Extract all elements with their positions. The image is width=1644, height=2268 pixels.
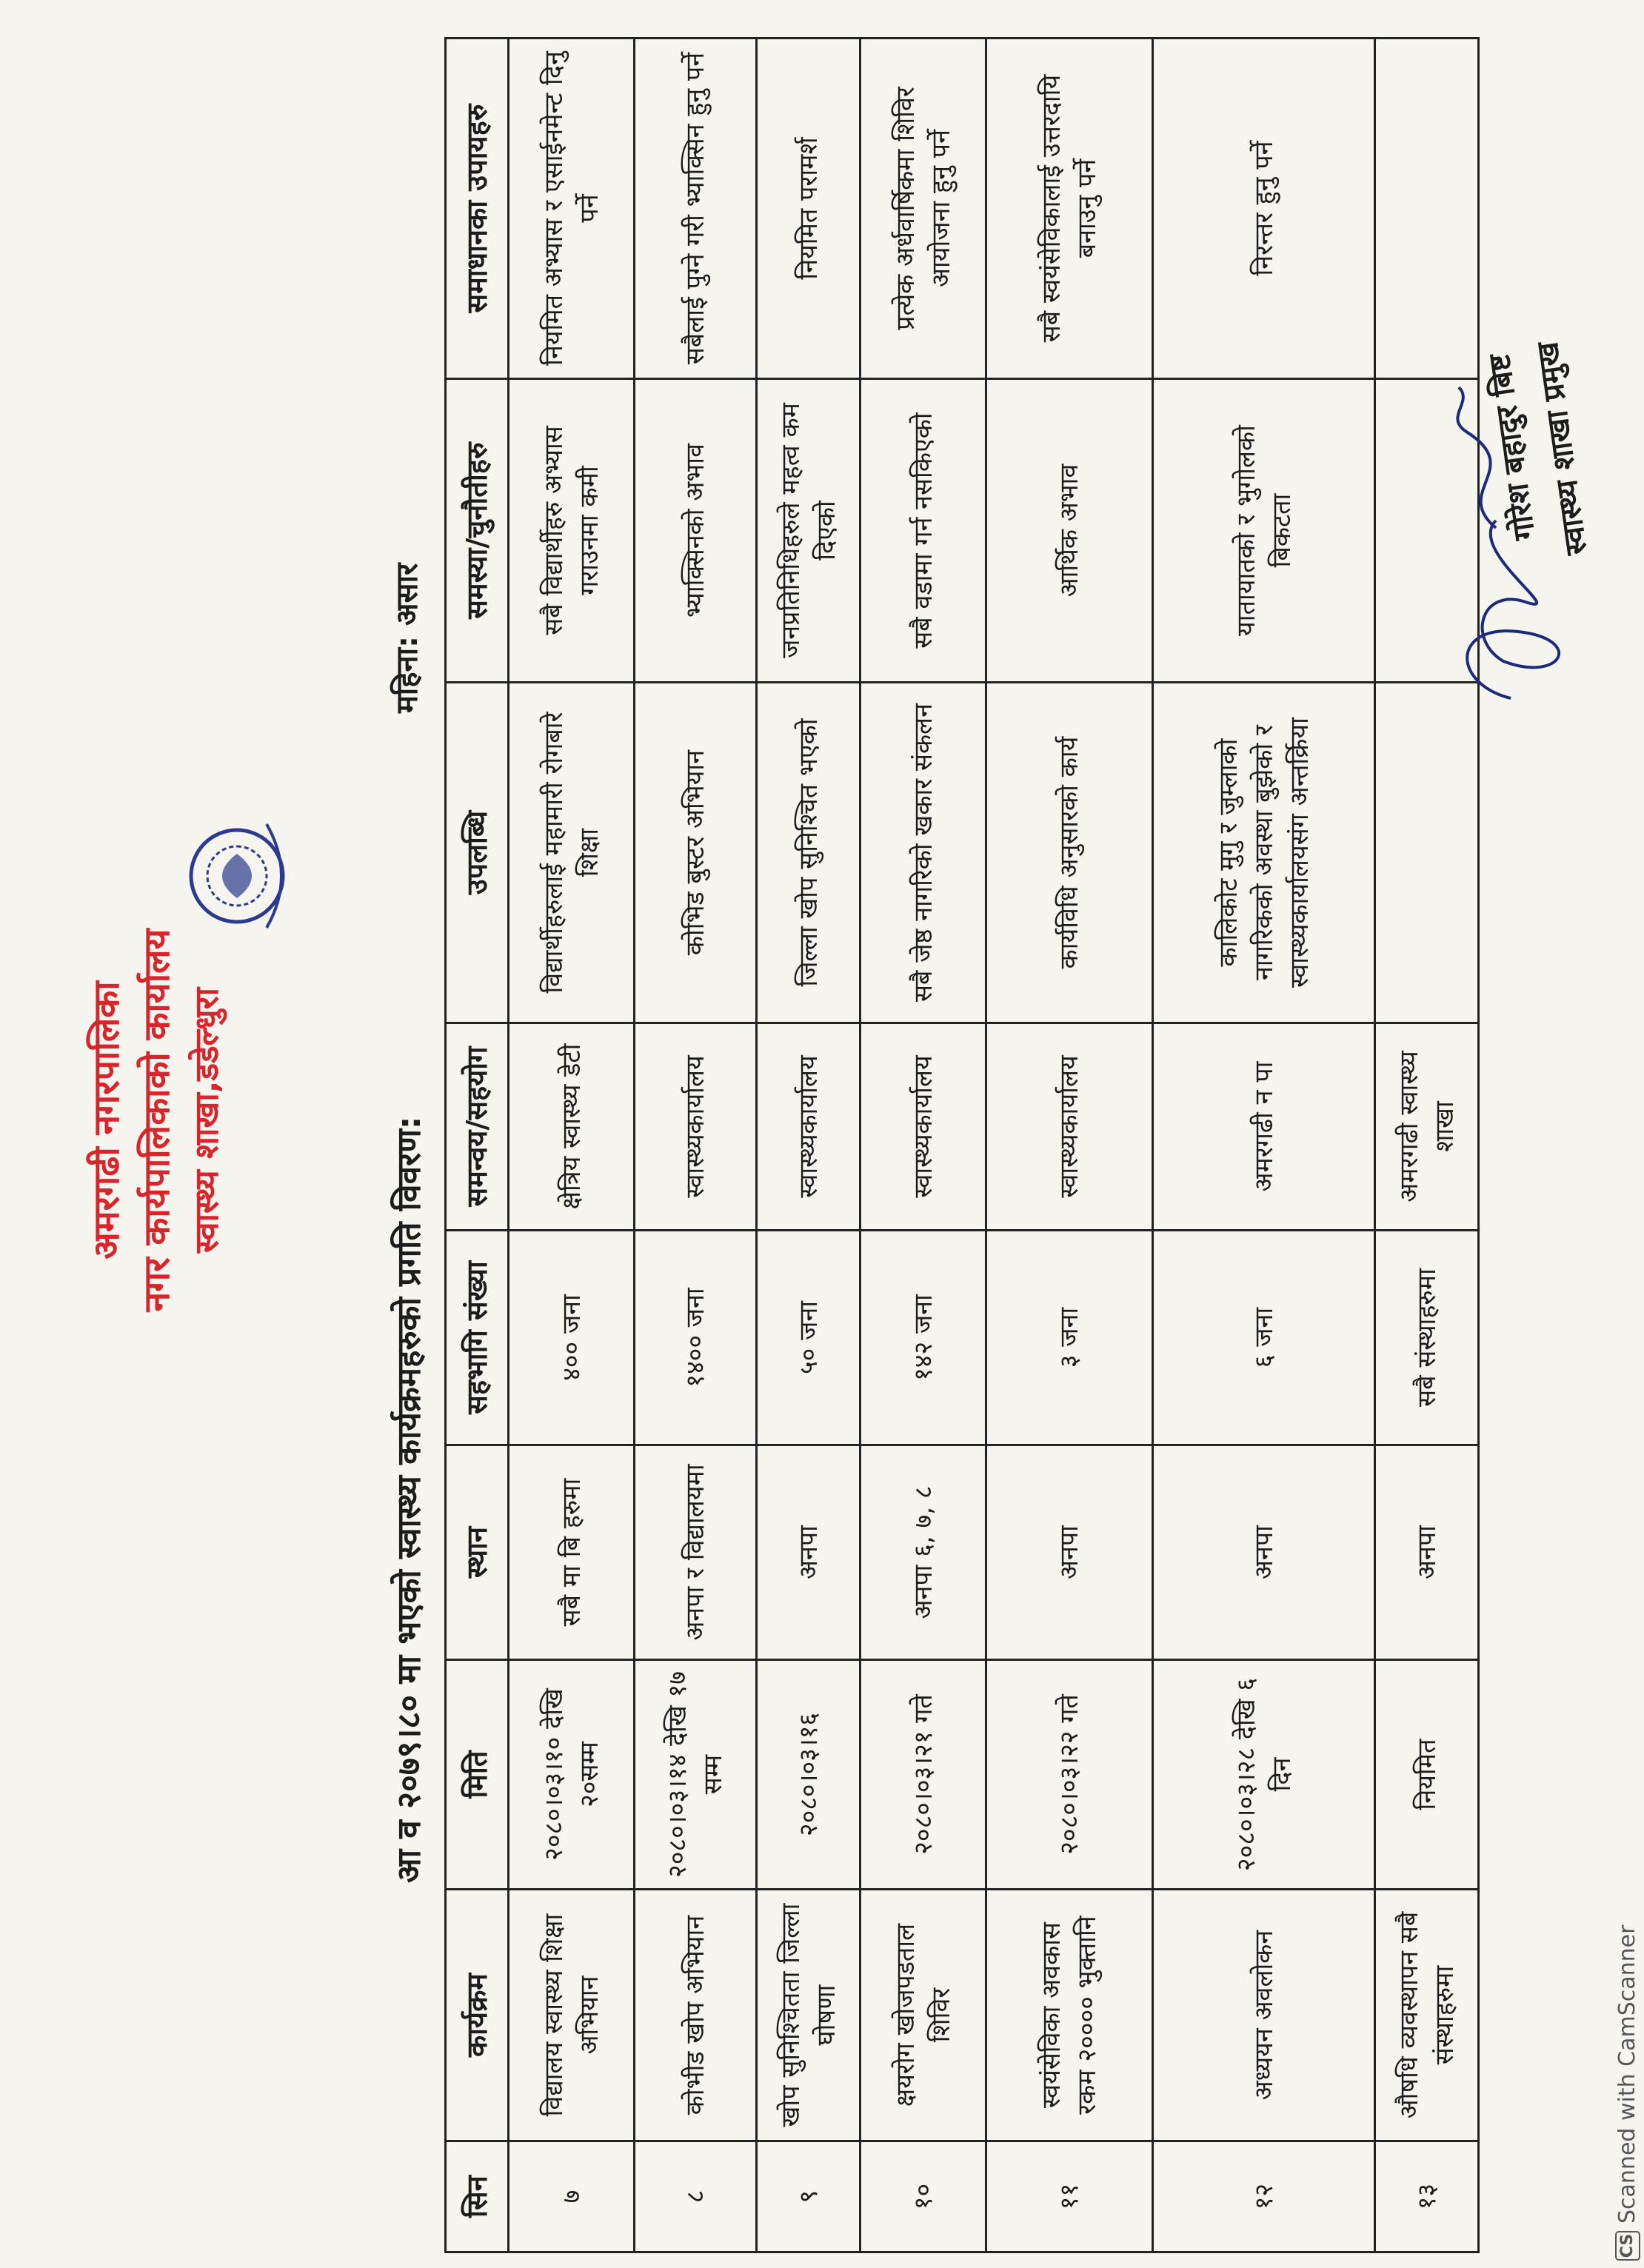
month-label: महिना: असार <box>390 563 424 713</box>
cell-program: विद्यालय स्वास्थ्य शिक्षा अभियान <box>509 1890 635 2141</box>
cell-place: अनपा ६, ७, ८ <box>861 1445 986 1660</box>
cell-place: अनपा <box>1375 1445 1479 1660</box>
table-row <box>986 39 1153 2252</box>
cell-serial: १३ <box>1375 2141 1479 2252</box>
col-header-problems: समस्या/चुनौतीहरु <box>446 379 509 683</box>
cell-serial: ८ <box>635 2141 757 2252</box>
table-row <box>1153 39 1375 2252</box>
cell-participants: १४२ जना <box>861 1231 986 1445</box>
cell-participants: ५० जना <box>757 1231 861 1445</box>
table-row <box>509 39 635 2252</box>
cell-date: २०८०।०३।१० देखि २०सम्म <box>509 1660 635 1890</box>
cell-date: नियमित <box>1375 1660 1479 1890</box>
cell-date: २०८०।०३।१४ देखि १७ सम्म <box>635 1660 757 1890</box>
cell-participants: ६ जना <box>1153 1231 1375 1445</box>
cell-serial: ९ <box>757 2141 861 2252</box>
cell-coordination: अमरगढी स्वास्थ्य शाखा <box>1375 1023 1479 1231</box>
col-header-participants: सहभागि संख्या <box>446 1231 509 1445</box>
cell-place: अनपा <box>1153 1445 1375 1660</box>
cell-participants: १४०० जना <box>635 1231 757 1445</box>
cell-serial: १० <box>861 2141 986 2252</box>
col-header-place: स्थान <box>446 1445 509 1660</box>
cell-coordination: स्वास्थ्यकार्यालय <box>861 1023 986 1231</box>
cell-date: २०८०।०३।१६ <box>757 1660 861 1890</box>
cell-coordination: अमरगढी न पा <box>1153 1023 1375 1231</box>
cell-participants: ४०० जना <box>509 1231 635 1445</box>
cell-program: अध्ययन अवलोकन <box>1153 1890 1375 2141</box>
table-row <box>635 39 757 2252</box>
cell-achievement <box>1375 683 1479 1023</box>
signatory-title: स्वास्थ्य शाखा प्रमुख <box>1530 339 1594 558</box>
table-header-row <box>446 39 509 2252</box>
cell-serial: १२ <box>1153 2141 1375 2252</box>
progress-table <box>444 37 1480 2253</box>
cell-problems: सबै विद्यार्थीहरु अभ्यास गराउनमा कमी <box>509 379 635 683</box>
cell-coordination: स्वास्थ्यकार्यालय <box>635 1023 757 1231</box>
cell-solutions: निरन्तर हुनु पर्ने <box>1153 39 1375 379</box>
cell-solutions: प्रत्येक अर्धवार्षिकमा शिविर आयोजना हुनु पर्ने <box>861 39 986 379</box>
cell-coordination: स्वास्थ्यकार्यालय <box>757 1023 861 1231</box>
cell-achievement: जिल्ला खोप सुनिश्चित भएको <box>757 683 861 1023</box>
table-row <box>757 39 861 2252</box>
col-header-serial: सिन <box>446 2141 509 2252</box>
col-header-program: कार्यक्रम <box>446 1890 509 2141</box>
branch-name: स्वास्थ्य शाखा,डडेल्धुरा <box>188 988 226 1253</box>
municipality-name: अमरगढी नगरपालिका <box>86 981 127 1260</box>
watermark-text: Scanned with CamScanner <box>1614 1924 1640 2224</box>
cell-problems: जनप्रतिनिधिहरुले महत्व कम दिएको <box>757 379 861 683</box>
cell-place: अनपा <box>986 1445 1153 1660</box>
office-seal-stamp <box>178 802 296 950</box>
cell-solutions: नियमित अभ्यास र एसाईनमेन्ट दिनु पर्ने <box>509 39 635 379</box>
cell-date: २०८०।०३।२८ देखि ६ दिन <box>1153 1660 1375 1890</box>
cell-achievement: कोभिड बुस्टर अभियान <box>635 683 757 1023</box>
cell-place: अनपा <box>757 1445 861 1660</box>
cell-program: औषधि व्यवस्थापन सबै संस्थाहरुमा <box>1375 1890 1479 2141</box>
cell-achievement: विद्यार्थीहरुलाई महामारी रोगबारे शिक्षा <box>509 683 635 1023</box>
col-header-date: मिति <box>446 1660 509 1890</box>
report-title: आ व २०७९।८० मा भएको स्वास्थ्य कार्यक्रमहरुको प्रगति विवरण: <box>390 1116 428 1883</box>
office-name: नगर कार्यपालिकाको कार्यालय <box>136 929 178 1312</box>
cell-achievement: सबै जेष्ठ नागरिको खकार संकलन <box>861 683 986 1023</box>
col-header-achievement: उपलब्धि <box>446 683 509 1023</box>
cell-problems: सबै वडामा गर्न नसकिएको <box>861 379 986 683</box>
table-row <box>861 39 986 2252</box>
cell-participants: ३ जना <box>986 1231 1153 1445</box>
cell-problems: यातायातको र भुगोलको बिकटता <box>1153 379 1375 683</box>
cell-date: २०८०।०३।२१ गते <box>861 1660 986 1890</box>
cell-coordination: स्वास्थ्यकार्यालय <box>986 1023 1153 1231</box>
cell-serial: ११ <box>986 2141 1153 2252</box>
cell-serial: ७ <box>509 2141 635 2252</box>
col-header-coordination: समन्वय/सहयोग <box>446 1023 509 1231</box>
cell-solutions: सबैलाई पुग्ने गरी भ्याक्सिन हुनु पर्ने <box>635 39 757 379</box>
cell-program: कोभीड खोप अभियान <box>635 1890 757 2141</box>
cell-date: २०८०।०३।२२ गते <box>986 1660 1153 1890</box>
signatory-name: गोरेश बहादुर बिष्ट <box>1482 352 1543 543</box>
cell-problems: आर्थिक अभाव <box>986 379 1153 683</box>
cell-solutions: नियमित परामर्श <box>757 39 861 379</box>
cell-participants: सबै संस्थाहरुमा <box>1375 1231 1479 1445</box>
cell-program: स्वयंसेविका अवकास रकम २०००० भुक्तानि <box>986 1890 1153 2141</box>
cell-program: क्षयरोग खोजपडताल शिविर <box>861 1890 986 2141</box>
col-header-solutions: समाधानका उपायहरु <box>446 39 509 379</box>
cell-place: सबै मा बि हरुमा <box>509 1445 635 1660</box>
cell-achievement: कार्यविधि अनुसारको कार्य <box>986 683 1153 1023</box>
cell-place: अनपा र विद्यालयमा <box>635 1445 757 1660</box>
camscanner-logo-icon: CS <box>1615 2231 1640 2261</box>
cell-problems: भ्याक्सिनको अभाव <box>635 379 757 683</box>
cell-program: खोप सुनिश्चितता जिल्ला घोषणा <box>757 1890 861 2141</box>
cell-coordination: क्षेत्रिय स्वास्थ्य डेटी <box>509 1023 635 1231</box>
scanner-watermark <box>1614 1925 1640 2261</box>
cell-achievement: कालिकोट मुगु र जुम्लाको नागरिकको अवस्था बुझेको र स्वास्थ्यकार्यालयसंग अन्तर्क्रिया <box>1153 683 1375 1023</box>
cell-solutions: सबै स्वयंसेविकालाई उत्तरदायि बनाउनु पर्ने <box>986 39 1153 379</box>
